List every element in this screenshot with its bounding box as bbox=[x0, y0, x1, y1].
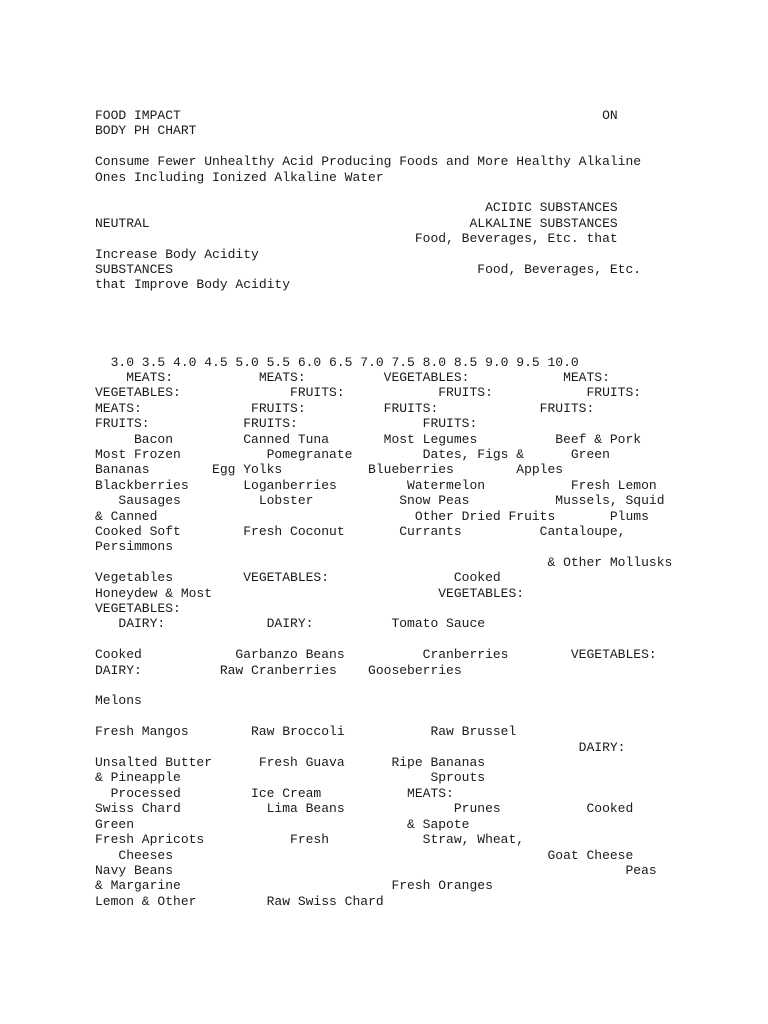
text-line: & Other Mollusks bbox=[95, 554, 673, 570]
text-line: DAIRY: DAIRY: Tomato Sauce bbox=[95, 616, 486, 632]
text-line: & Canned Other Dried Fruits Plums bbox=[95, 508, 649, 524]
text-line: Sausages Lobster Snow Peas Mussels, Squid bbox=[95, 493, 665, 509]
text-line: 3.0 3.5 4.0 4.5 5.0 5.5 6.0 6.5 7.0 7.5 8.0 8.5 9.0 9.5 10.0 bbox=[95, 354, 579, 370]
text-line: Navy Beans Peas bbox=[95, 862, 657, 878]
text-line: Fresh Apricots Fresh Straw, Wheat, bbox=[95, 832, 525, 848]
text-line: Fresh Mangos Raw Broccoli Raw Brussel bbox=[95, 724, 517, 740]
text-line: & Pineapple Sprouts bbox=[95, 770, 486, 786]
text-line: Persimmons bbox=[95, 539, 174, 555]
text-line: DAIRY: Raw Cranberries Gooseberries bbox=[95, 662, 462, 678]
text-line: VEGETABLES: FRUITS: FRUITS: FRUITS: bbox=[95, 385, 642, 401]
text-line: NEUTRAL ALKALINE SUBSTANCES bbox=[95, 215, 618, 231]
text-line: Bacon Canned Tuna Most Legumes Beef & Pork bbox=[95, 431, 642, 447]
text-line: Cooked Garbanzo Beans Cranberries VEGETABLES: bbox=[95, 647, 657, 663]
text-line: SUBSTANCES Food, Beverages, Etc. bbox=[95, 262, 642, 278]
text-line: BODY PH CHART bbox=[95, 123, 197, 139]
text-line: FRUITS: FRUITS: FRUITS: bbox=[95, 416, 478, 432]
text-line: Lemon & Other Raw Swiss Chard bbox=[95, 893, 384, 909]
text-line: Unsalted Butter Fresh Guava Ripe Bananas bbox=[95, 755, 486, 771]
text-line: FOOD IMPACT ON bbox=[95, 108, 618, 123]
text-line: Cheeses Goat Cheese bbox=[95, 847, 634, 863]
text-line: Food, Beverages, Etc. that bbox=[95, 231, 618, 247]
text-line: ACIDIC SUBSTANCES bbox=[95, 200, 618, 216]
text-line: Consume Fewer Unhealthy Acid Producing Foods and More Healthy Alkaline bbox=[95, 154, 642, 170]
text-line: that Improve Body Acidity bbox=[95, 277, 291, 293]
text-line: DAIRY: bbox=[95, 739, 626, 755]
text-line: Cooked Soft Fresh Coconut Currants Cantaloupe, bbox=[95, 523, 626, 539]
text-line: Melons bbox=[95, 693, 142, 709]
text-line: Swiss Chard Lima Beans Prunes Cooked bbox=[95, 801, 634, 817]
text-line: & Margarine Fresh Oranges bbox=[95, 878, 493, 894]
text-line: Ones Including Ionized Alkaline Water bbox=[95, 169, 384, 185]
text-line: Bananas Egg Yolks Blueberries Apples bbox=[95, 462, 564, 478]
text-line: MEATS: FRUITS: FRUITS: FRUITS: bbox=[95, 400, 595, 416]
text-line: VEGETABLES: bbox=[95, 601, 181, 616]
text-line: Green & Sapote bbox=[95, 816, 470, 832]
text-line: Processed Ice Cream MEATS: bbox=[95, 785, 454, 801]
text-line: Vegetables VEGETABLES: Cooked bbox=[95, 570, 501, 586]
text-line: Honeydew & Most VEGETABLES: bbox=[95, 585, 525, 601]
text-line: MEATS: MEATS: VEGETABLES: MEATS: bbox=[95, 369, 610, 385]
ph-chart-text bbox=[95, 108, 672, 909]
text-line: Most Frozen Pomegranate Dates, Figs & Green bbox=[95, 446, 610, 462]
text-line: Increase Body Acidity bbox=[95, 246, 259, 262]
text-line: Blackberries Loganberries Watermelon Fresh Lemon bbox=[95, 477, 657, 493]
